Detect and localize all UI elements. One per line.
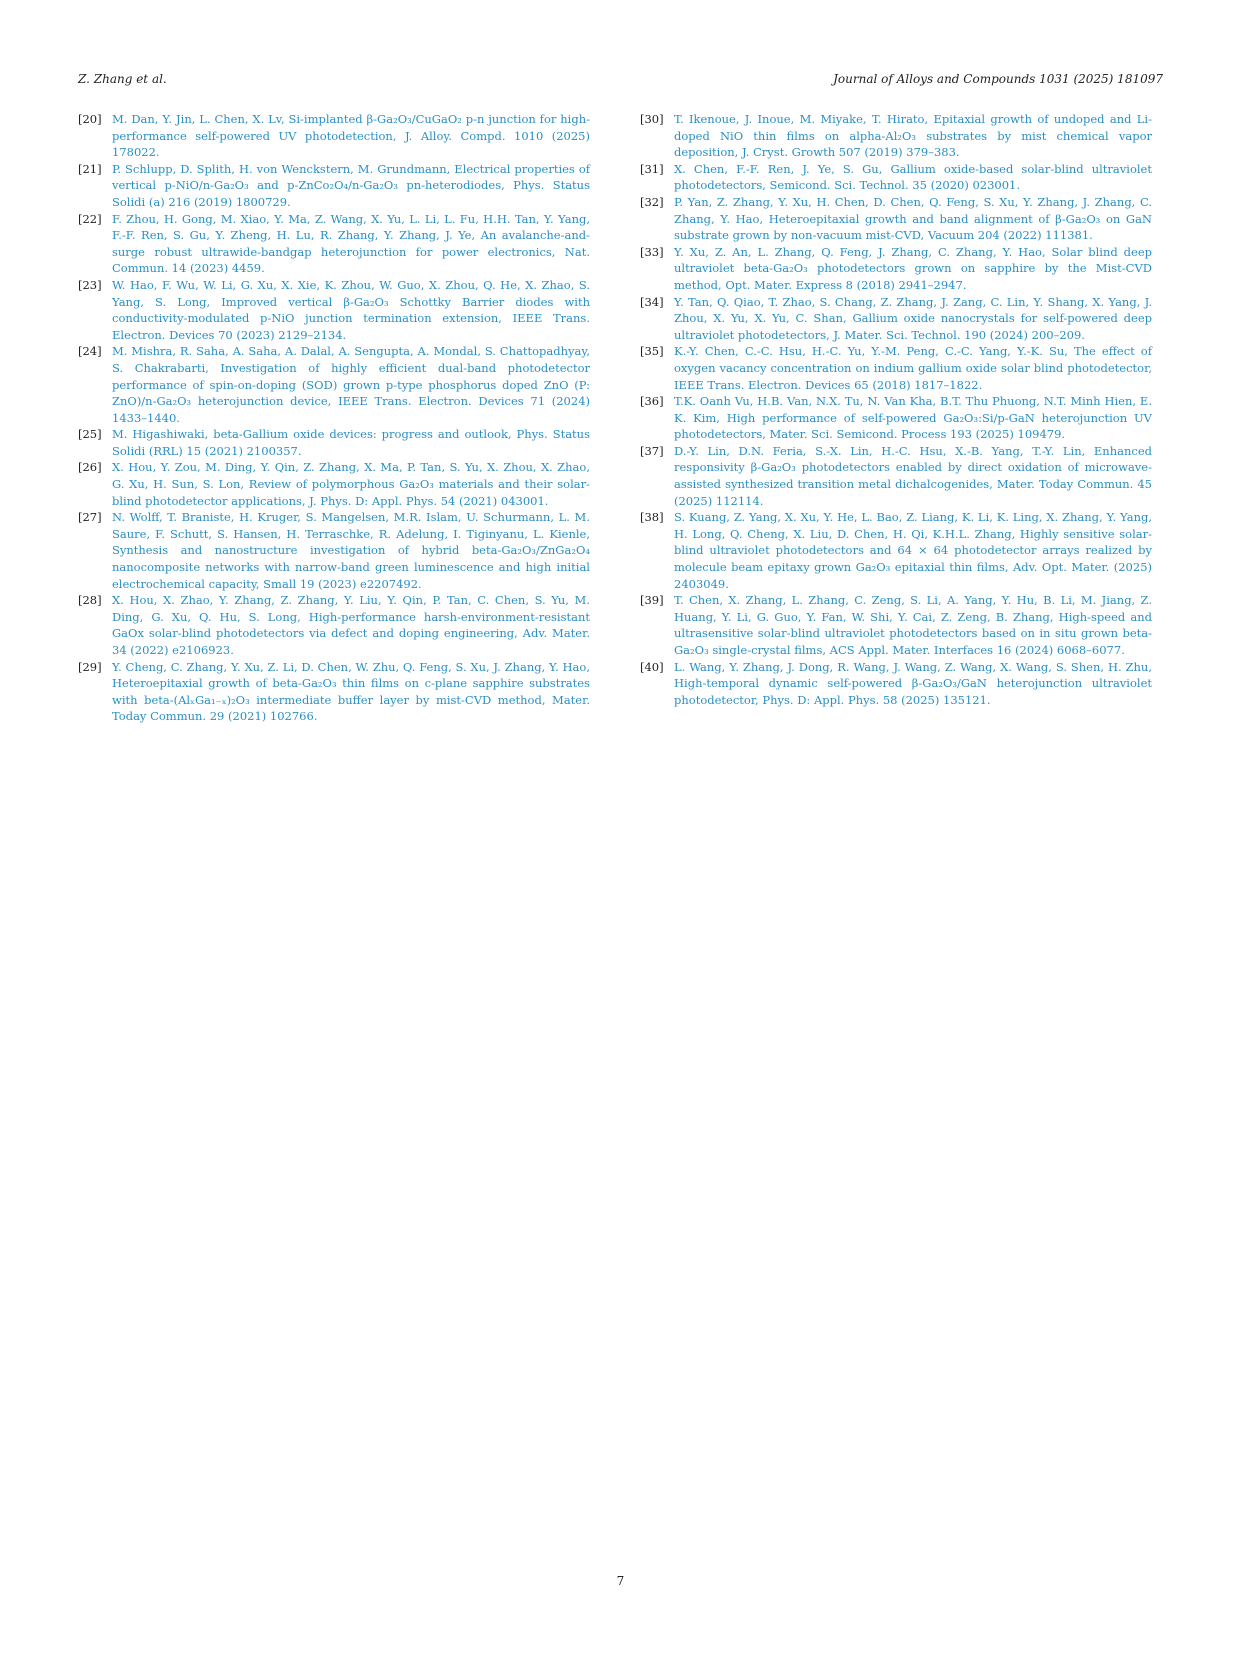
- reference-number: [35]: [640, 344, 664, 359]
- reference-item: [640, 659, 1152, 709]
- reference-link[interactable]: W. Hao, F. Wu, W. Li, G. Xu, X. Xie, K. Zhou, W. Guo, X. Zhou, Q. He, X. Zhao, S. Yang, S. Long, Improved vertical β-Ga₂O₃ Schottky Barrier diodes with conductivity-modulated p-NiO junction termination extension, IEEE Trans. Electron. Devices 70 (2023) 2129–2134.: [112, 277, 590, 342]
- reference-number: [22]: [78, 211, 102, 226]
- reference-item: [78, 111, 590, 161]
- references-right-column: [640, 111, 1152, 708]
- page-number: 7: [616, 1574, 625, 1588]
- reference-number: [32]: [640, 194, 664, 209]
- reference-item: [640, 294, 1152, 344]
- reference-link[interactable]: X. Chen, F.-F. Ren, J. Ye, S. Gu, Gallium oxide-based solar-blind ultraviolet photodetectors, Semicond. Sci. Technol. 35 (2020) 023001.: [674, 161, 1152, 193]
- reference-number: [27]: [78, 510, 102, 525]
- reference-number: [26]: [78, 460, 102, 475]
- reference-number: [23]: [78, 277, 102, 292]
- reference-link[interactable]: X. Hou, Y. Zou, M. Ding, Y. Qin, Z. Zhang, X. Ma, P. Tan, S. Yu, X. Zhou, X. Zhao, G. Xu, H. Sun, S. Lon, Review of polymorphous Ga₂O₃ materials and their solar-blind photodetector applications, J. Phys. D: Appl. Phys. 54 (2021) 043001.: [112, 460, 590, 508]
- reference-item: [78, 459, 590, 509]
- reference-number: [33]: [640, 244, 664, 259]
- reference-item: [78, 161, 590, 211]
- reference-number: [36]: [640, 394, 664, 409]
- reference-item: [640, 111, 1152, 161]
- reference-link[interactable]: N. Wolff, T. Braniste, H. Kruger, S. Mangelsen, M.R. Islam, U. Schurmann, L. M. Saure, F. Schutt, S. Hansen, H. Terraschke, R. Adelung, I. Tiginyanu, L. Kienle, Synthesis and nanostructure investigation of hybrid beta-Ga₂O₃/ZnGa₂O₄ nanocomposite networks with narrow-band green luminescence and high initial electrochemical capacity, Small 19 (2023) e2207492.: [112, 510, 590, 591]
- reference-link[interactable]: T. Ikenoue, J. Inoue, M. Miyake, T. Hirato, Epitaxial growth of undoped and Li-doped NiO thin films on alpha-Al₂O₃ substrates by mist chemical vapor deposition, J. Cryst. Growth 507 (2019) 379–383.: [674, 112, 1152, 160]
- reference-item: [78, 659, 590, 725]
- reference-link[interactable]: P. Yan, Z. Zhang, Y. Xu, H. Chen, D. Chen, Q. Feng, S. Xu, Y. Zhang, J. Zhang, C. Zhang, Y. Hao, Heteroepitaxial growth and band alignment of β-Ga₂O₃ on GaN substrate grown by non-vacuum mist-CVD, Vacuum 204 (2022) 111381.: [674, 194, 1152, 243]
- reference-link[interactable]: Y. Xu, Z. An, L. Zhang, Q. Feng, J. Zhang, C. Zhang, Y. Hao, Solar blind deep ultraviolet beta-Ga₂O₃ photodetectors grown on sapphire by the Mist-CVD method, Opt. Mater. Express 8 (2018) 2941–2947.: [674, 244, 1152, 292]
- reference-link[interactable]: Y. Tan, Q. Qiao, T. Zhao, S. Chang, Z. Zhang, J. Zang, C. Lin, Y. Shang, X. Yang, J. Zhou, X. Yu, X. Yu, C. Shan, Gallium oxide nanocrystals for self-powered deep ultraviolet photodetectors, J. Mater. Sci. Technol. 190 (2024) 200–209.: [674, 294, 1152, 342]
- reference-item: [78, 211, 590, 277]
- reference-number: [30]: [640, 112, 664, 126]
- reference-link[interactable]: F. Zhou, H. Gong, M. Xiao, Y. Ma, Z. Wang, X. Yu, L. Li, L. Fu, H.H. Tan, Y. Yang, F.-F. Ren, S. Gu, Y. Zheng, H. Lu, R. Zhang, Y. Zhang, J. Ye, An avalanche-and-surge robust ultrawide-bandgap heterojunction for power electronics, Nat. Commun. 14 (2023) 4459.: [112, 211, 590, 276]
- header-authors: Z. Zhang et al.: [78, 72, 167, 86]
- reference-item: [640, 393, 1152, 443]
- reference-item: [640, 443, 1152, 509]
- reference-item: [640, 592, 1152, 658]
- reference-item: [78, 426, 590, 459]
- reference-item: [78, 592, 590, 658]
- reference-item: [640, 161, 1152, 194]
- reference-number: [31]: [640, 161, 664, 176]
- reference-link[interactable]: M. Mishra, R. Saha, A. Saha, A. Dalal, A. Sengupta, A. Mondal, S. Chattopadhyay, S. Chakrabarti, Investigation of highly efficient dual-band photodetector performance of spin-on-doping (SOD) grown p-type phosphorus doped ZnO (P: ZnO)/n-Ga₂O₃ heterojunction device, IEEE Trans. Electron. Devices 71 (2024) 1433–1440.: [112, 344, 590, 425]
- reference-item: [640, 509, 1152, 592]
- reference-link[interactable]: X. Hou, X. Zhao, Y. Zhang, Z. Zhang, Y. Liu, Y. Qin, P. Tan, C. Chen, S. Yu, M. Ding, G. Xu, Q. Hu, S. Long, High-performance harsh-environment-resistant GaOx solar-blind photodetectors via defect and doping engineering, Adv. Mater. 34 (2022) e2106923.: [112, 593, 590, 657]
- reference-link[interactable]: S. Kuang, Z. Yang, X. Xu, Y. He, L. Bao, Z. Liang, K. Li, K. Ling, X. Zhang, Y. Yang, H. Long, Q. Cheng, X. Liu, D. Chen, H. Qi, K.H.L. Zhang, Highly sensitive solar-blind ultraviolet photodetectors and 64 × 64 photodetector arrays realized by molecule beam epitaxy grown Ga₂O₃ epitaxial thin films, Adv. Opt. Mater. (2025) 2403049.: [674, 510, 1152, 591]
- reference-link[interactable]: D.-Y. Lin, D.N. Feria, S.-X. Lin, H.-C. Hsu, X.-B. Yang, T.-Y. Lin, Enhanced responsivity β-Ga₂O₃ photodetectors enabled by direct oxidation of microwave-assisted synthesized transition metal dichalcogenides, Mater. Today Commun. 45 (2025) 112114.: [674, 443, 1152, 508]
- reference-number: [21]: [78, 161, 102, 176]
- reference-item: [78, 277, 590, 343]
- reference-number: [25]: [78, 427, 102, 442]
- running-header: [78, 72, 1163, 92]
- reference-item: [78, 509, 590, 592]
- reference-number: [28]: [78, 593, 102, 608]
- reference-link[interactable]: M. Higashiwaki, beta-Gallium oxide devices: progress and outlook, Phys. Status Solidi (RRL) 15 (2021) 2100357.: [112, 427, 590, 458]
- reference-item: [640, 343, 1152, 393]
- reference-number: [38]: [640, 510, 664, 525]
- references-left-column: [78, 111, 590, 725]
- reference-number: [20]: [78, 112, 102, 126]
- reference-link[interactable]: T.K. Oanh Vu, H.B. Van, N.X. Tu, N. Van Kha, B.T. Thu Phuong, N.T. Minh Hien, E. K. Kim, High performance of self-powered Ga₂O₃:Si/p-GaN heterojunction UV photodetectors, Mater. Sci. Semicond. Process 193 (2025) 109479.: [674, 394, 1152, 442]
- reference-link[interactable]: Y. Cheng, C. Zhang, Y. Xu, Z. Li, D. Chen, W. Zhu, Q. Feng, S. Xu, J. Zhang, Y. Hao, Heteroepitaxial growth of beta-Ga₂O₃ thin films on c-plane sapphire substrates with beta-(AlₓGa₁₋ₓ)₂O₃ intermediate buffer layer by mist-CVD method, Mater. Today Commun. 29 (2021) 102766.: [112, 659, 590, 724]
- reference-link[interactable]: L. Wang, Y. Zhang, J. Dong, R. Wang, J. Wang, Z. Wang, X. Wang, S. Shen, H. Zhu, High-temporal dynamic self-powered β-Ga₂O₃/GaN heterojunction ultraviolet photodetector, Phys. D: Appl. Phys. 58 (2025) 135121.: [674, 659, 1152, 707]
- reference-item: [640, 194, 1152, 244]
- reference-number: [24]: [78, 344, 102, 359]
- reference-link[interactable]: M. Dan, Y. Jin, L. Chen, X. Lv, Si-implanted β-Ga₂O₃/CuGaO₂ p-n junction for high-performance self-powered UV photodetection, J. Alloy. Compd. 1010 (2025) 178022.: [112, 112, 590, 160]
- reference-link[interactable]: P. Schlupp, D. Splith, H. von Wenckstern, M. Grundmann, Electrical properties of vertical p-NiO/n-Ga₂O₃ and p-ZnCo₂O₄/n-Ga₂O₃ pn-heterodiodes, Phys. Status Solidi (a) 216 (2019) 1800729.: [112, 161, 590, 209]
- reference-link[interactable]: T. Chen, X. Zhang, L. Zhang, C. Zeng, S. Li, A. Yang, Y. Hu, B. Li, M. Jiang, Z. Huang, Y. Li, G. Guo, Y. Fan, W. Shi, Y. Cai, Z. Zeng, B. Zhang, High-speed and ultrasensitive solar-blind ultraviolet photodetectors based on in situ grown beta-Ga₂O₃ single-crystal films, ACS Appl. Mater. Interfaces 16 (2024) 6068–6077.: [674, 593, 1152, 657]
- reference-item: [78, 343, 590, 426]
- reference-link[interactable]: K.-Y. Chen, C.-C. Hsu, H.-C. Yu, Y.-M. Peng, C.-C. Yang, Y.-K. Su, The effect of oxygen vacancy concentration on indium gallium oxide solar blind photodetector, IEEE Trans. Electron. Devices 65 (2018) 1817–1822.: [674, 344, 1152, 392]
- reference-number: [37]: [640, 443, 664, 458]
- reference-item: [640, 244, 1152, 294]
- reference-number: [29]: [78, 659, 102, 674]
- reference-number: [40]: [640, 659, 664, 674]
- reference-number: [34]: [640, 294, 664, 309]
- reference-number: [39]: [640, 593, 664, 608]
- header-journal: Journal of Alloys and Compounds 1031 (2025) 181097: [833, 72, 1163, 86]
